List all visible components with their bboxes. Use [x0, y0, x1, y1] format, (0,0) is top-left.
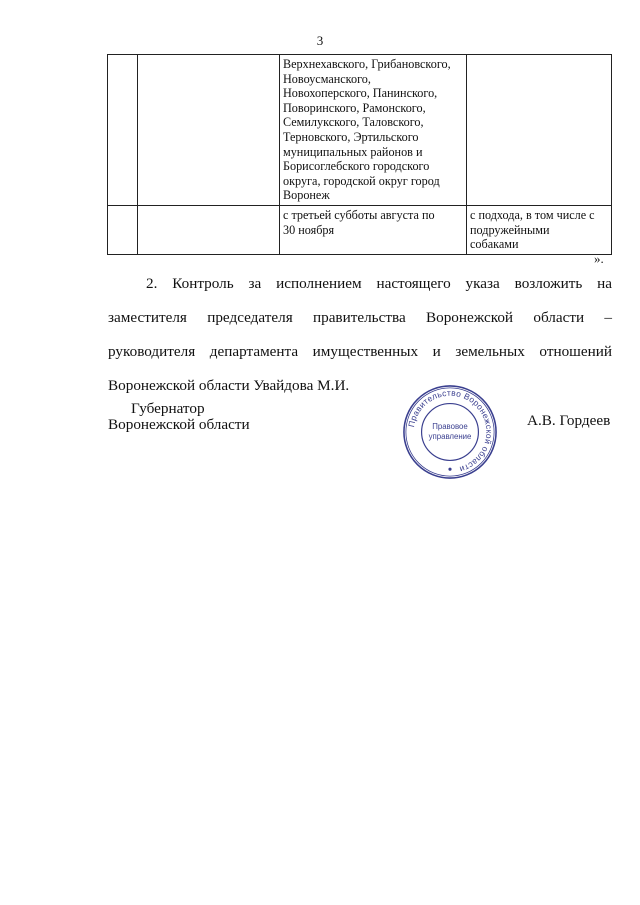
page-number: 3 [316, 33, 324, 48]
stamp-seal-icon [401, 383, 499, 481]
table-cell-territory: Верхнехавского, Грибановского, Новоусманского, Новохоперского, Панинского, Поворинского, Рамонского, Семилукского, Таловского, Терновского, Эртильского муниципальных районов и Борисоглебского городского округа, городской округ город Воронеж [280, 55, 467, 206]
paragraph-line: заместителя председателя правительства Воронежской области – [108, 309, 612, 326]
signatory-title-line1: Губернатор [131, 400, 205, 417]
table-row [108, 205, 612, 254]
svg-text:Правовое: Правовое [432, 422, 468, 432]
table-cell-number [108, 205, 138, 254]
table-cell-method [467, 55, 612, 206]
signer-name: А.В. Гордеев [527, 412, 611, 429]
continuation-table [107, 54, 612, 255]
table-row [108, 55, 612, 206]
table-cell-category [138, 55, 280, 206]
paragraph-2 [108, 267, 612, 403]
paragraph-line: 2. Контроль за исполнением настоящего указа возложить на [146, 275, 612, 292]
table-cell-category [138, 205, 280, 254]
table-cell-number [108, 55, 138, 206]
closing-quote: ». [594, 251, 604, 266]
svg-text:управление: управление [428, 431, 472, 441]
paragraph-line: руководителя департамента имущественных и земельных отношений [108, 343, 612, 360]
svg-text:Правительство Воронежской обла: Правительство Воронежской области [406, 387, 495, 475]
official-stamp [401, 383, 499, 481]
table-cell-period: с третьей субботы августа по 30 ноября [280, 205, 467, 254]
paragraph-line: Воронежской области Увайдова М.И. [108, 377, 350, 394]
signatory-title-line2: Воронежской области [108, 416, 250, 433]
table-cell-method: с подхода, в том числе с подружейными собаками [467, 205, 612, 254]
